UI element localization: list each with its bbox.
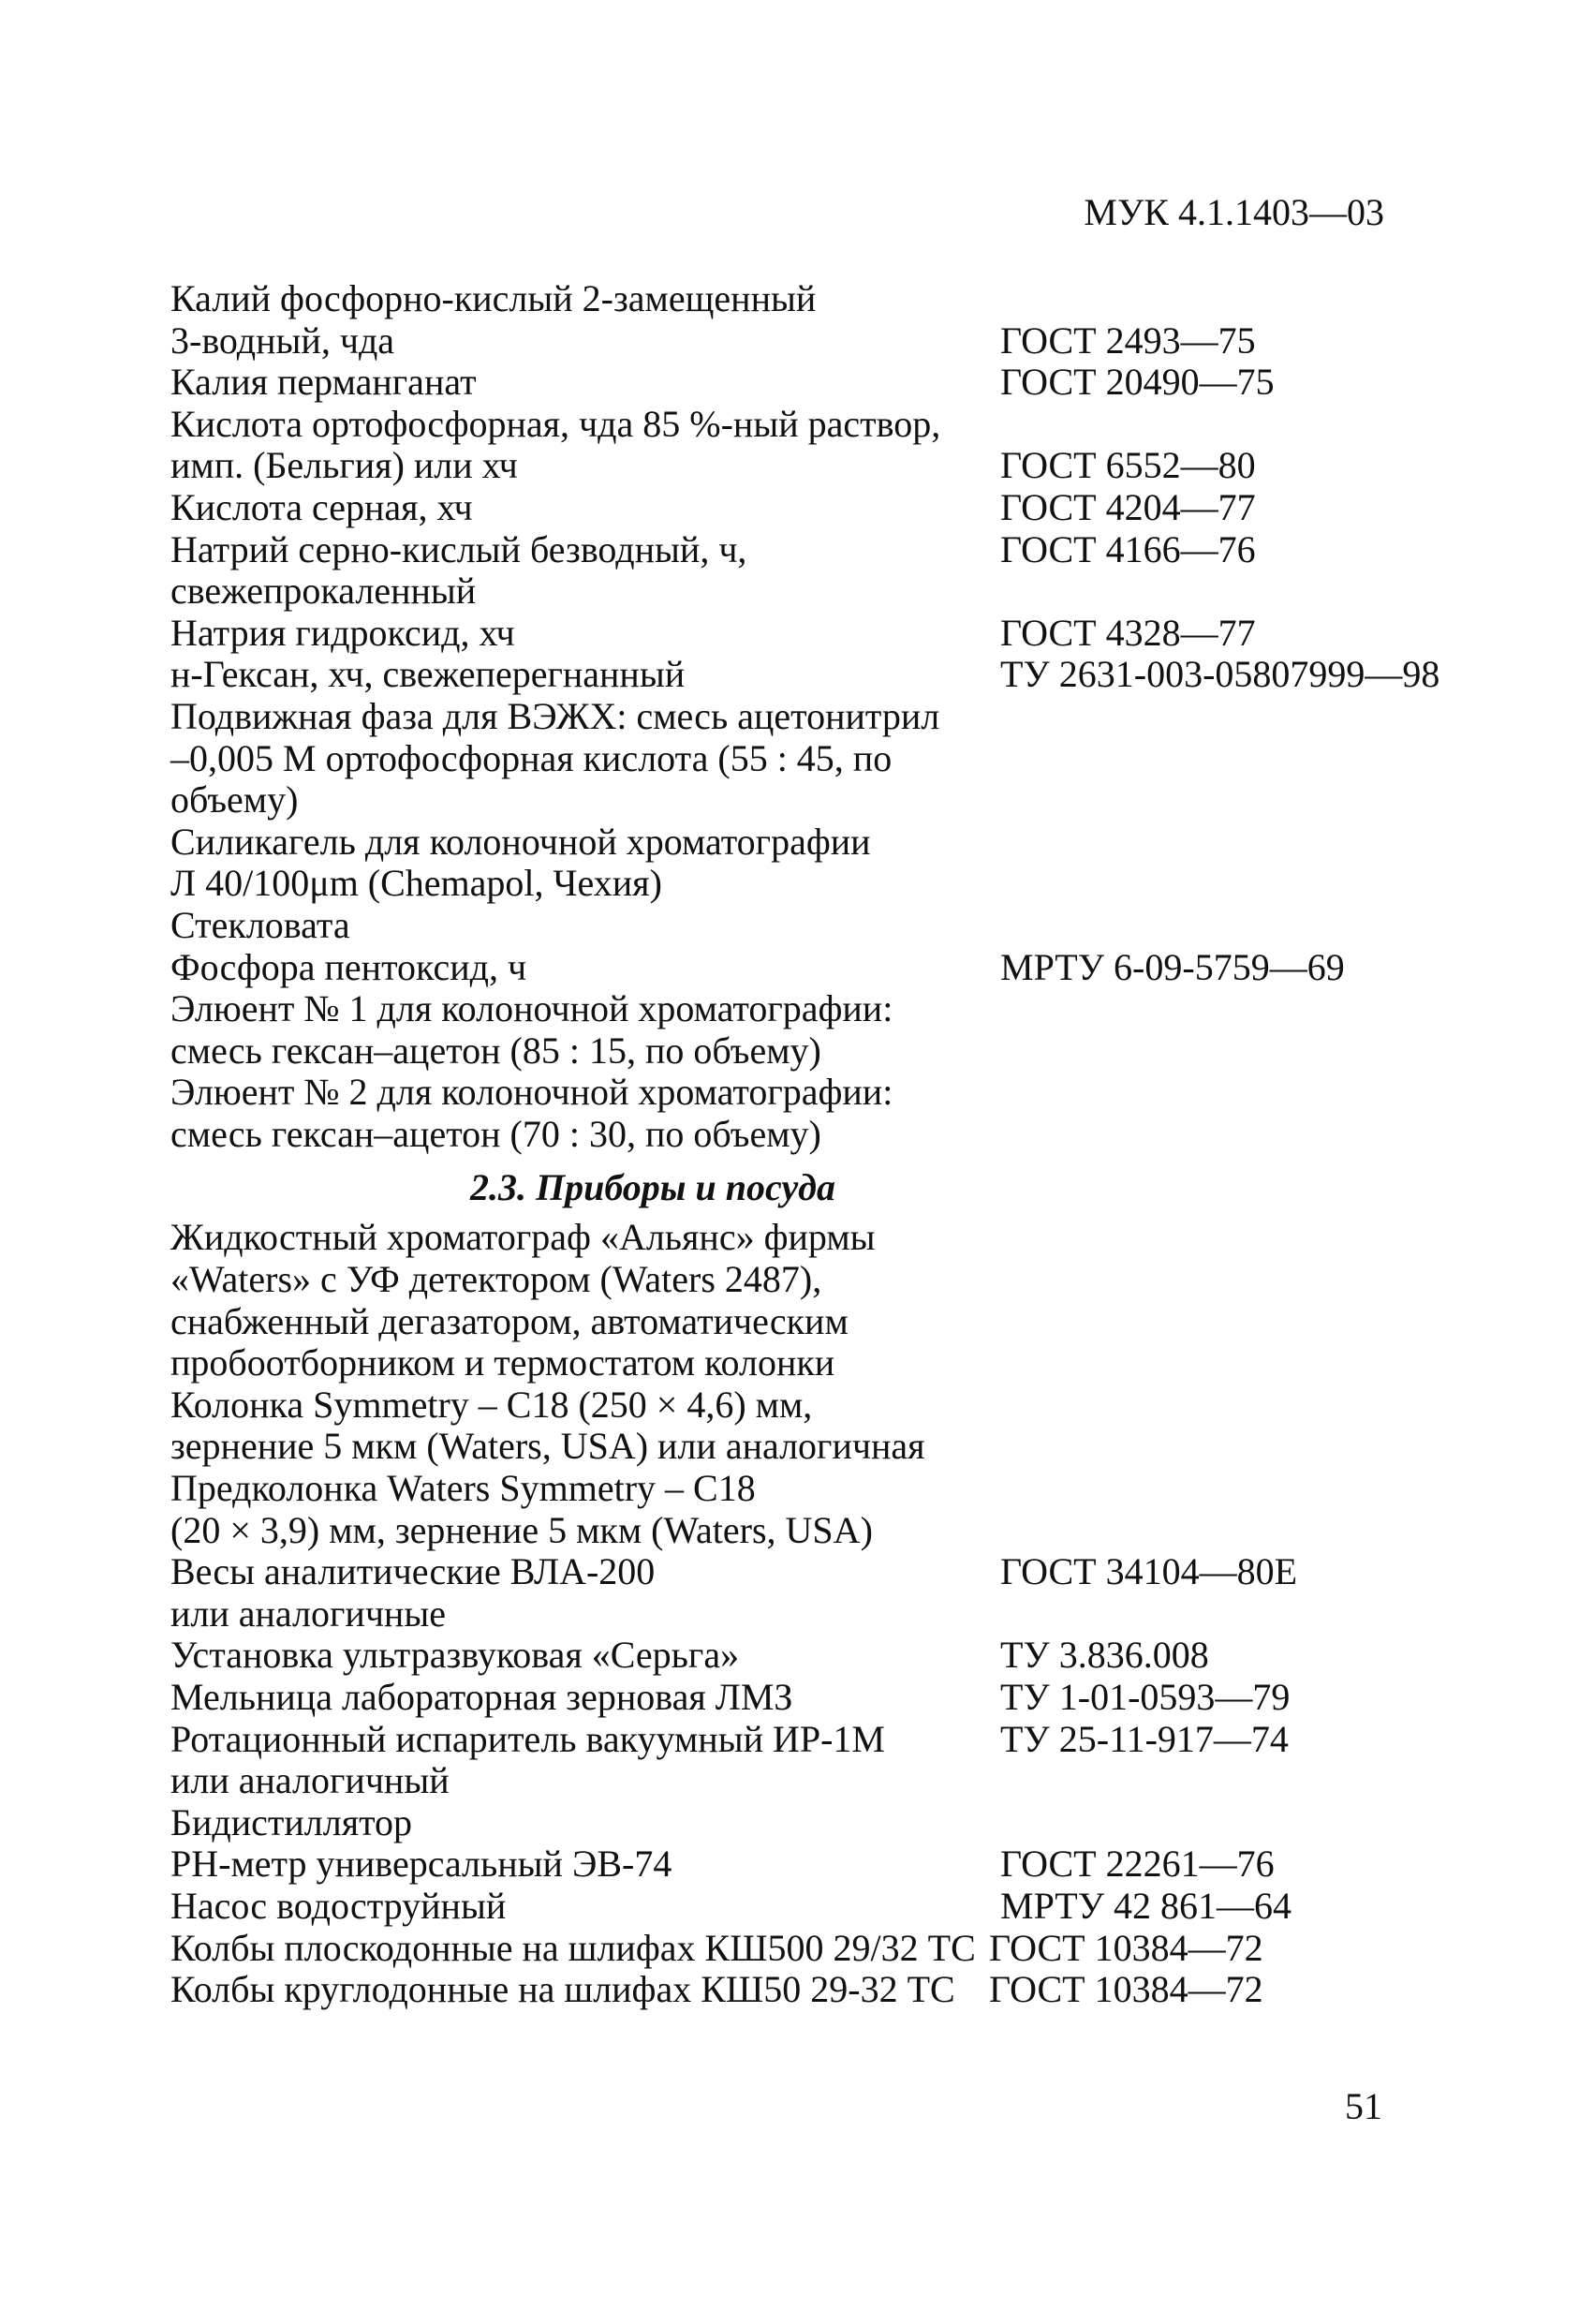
reagent-name: Элюент № 2 для колоночной хроматографии: смесь гексан–ацетон (70 : 30, по объему) bbox=[170, 1071, 893, 1155]
reagent-row bbox=[170, 529, 1463, 613]
reagent-row bbox=[170, 404, 1463, 487]
reagent-name: Калия перманганат bbox=[170, 361, 477, 404]
reagent-row bbox=[170, 988, 1463, 1072]
materials-list bbox=[170, 278, 1463, 2011]
reagent-name: Стекловата bbox=[170, 903, 350, 946]
reagent-row bbox=[170, 654, 1463, 696]
reagent-standard: ГОСТ 6552—80 bbox=[1000, 444, 1256, 487]
reagent-name: Кислота серная, хч bbox=[170, 485, 473, 528]
document-code: МУК 4.1.1403—03 bbox=[1084, 191, 1384, 233]
reagent-name: Фосфора пентоксид, ч bbox=[170, 945, 527, 988]
reagent-name: Натрия гидроксид, хч bbox=[170, 611, 515, 654]
equipment-standard: ГОСТ 10384—72 bbox=[989, 1926, 1263, 1969]
equipment-name: Мельница лабораторная зерновая ЛМЗ bbox=[170, 1676, 793, 1718]
equipment-name: Ротационный испаритель вакуумный ИР-1М bbox=[170, 1717, 885, 1760]
equipment-row bbox=[170, 1677, 1463, 1719]
equipment-row bbox=[170, 1217, 1463, 1384]
section-title: 2.3. Приборы и посуда bbox=[470, 1166, 835, 1209]
reagent-name: н-Гексан, хч, свежеперегнанный bbox=[170, 653, 686, 696]
reagent-row bbox=[170, 487, 1463, 529]
equipment-row bbox=[170, 1928, 1463, 1970]
equipment-standard: ТУ 1-01-0593—79 bbox=[1000, 1676, 1291, 1718]
equipment-standard: ГОСТ 10384—72 bbox=[989, 1968, 1263, 2011]
equipment-name: Весы аналитические ВЛА-200 bbox=[170, 1550, 656, 1593]
reagent-standard: ГОСТ 4204—77 bbox=[1000, 485, 1256, 528]
equipment-row bbox=[170, 1760, 1463, 1802]
reagent-row bbox=[170, 905, 1463, 947]
reagent-row bbox=[170, 947, 1463, 989]
equipment-standard: ГОСТ 22261—76 bbox=[1000, 1843, 1275, 1886]
reagent-standard: ГОСТ 20490—75 bbox=[1000, 361, 1275, 404]
reagent-row bbox=[170, 1072, 1463, 1155]
equipment-name: Предколонка Waters Symmetry – C18 (20 × 3,9) мм, зернение 5 мкм (Waters, USA) bbox=[170, 1467, 873, 1551]
reagent-name: Калий фосфорно-кислый 2-замещенный 3-водный, чда bbox=[170, 277, 817, 362]
equipment-standard: ТУ 3.836.008 bbox=[1000, 1634, 1209, 1677]
reagent-name: Подвижная фаза для ВЭЖХ: смесь ацетонитрил –0,005 М ортофосфорная кислота (55 : 45, по объему) bbox=[170, 694, 940, 822]
equipment-row bbox=[170, 1593, 1463, 1636]
equipment-row bbox=[170, 1802, 1463, 1844]
equipment-name: или аналогичные bbox=[170, 1591, 446, 1635]
equipment-row bbox=[170, 1551, 1463, 1593]
equipment-row bbox=[170, 1886, 1463, 1928]
equipment-name: Колонка Symmetry – C18 (250 × 4,6) мм, зернение 5 мкм (Waters, USA) или аналогичная bbox=[170, 1383, 925, 1468]
reagent-row bbox=[170, 362, 1463, 404]
reagent-name: Силикагель для колоночной хроматографии Л 40/100μm (Chemapol, Чехия) bbox=[170, 820, 871, 905]
reagent-standard: ГОСТ 2493—75 bbox=[1000, 318, 1256, 362]
equipment-name: или аналогичный bbox=[170, 1759, 450, 1802]
page-number: 51 bbox=[1345, 2085, 1382, 2127]
equipment-row bbox=[170, 1843, 1463, 1886]
reagent-name: Элюент № 1 для колоночной хроматографии: смесь гексан–ацетон (85 : 15, по объему) bbox=[170, 987, 893, 1072]
equipment-name: Колбы плоскодонные на шлифах КШ500 29/32 ТС bbox=[170, 1926, 976, 1969]
reagent-name: Натрий серно-кислый безводный, ч, свежепрокаленный bbox=[170, 527, 747, 613]
equipment-row bbox=[170, 1719, 1463, 1761]
equipment-row bbox=[170, 1635, 1463, 1677]
reagent-row bbox=[170, 613, 1463, 655]
reagent-standard: МРТУ 6-09-5759—69 bbox=[1000, 945, 1345, 988]
equipment-standard: МРТУ 42 861—64 bbox=[1000, 1884, 1292, 1927]
equipment-name: Насос водоструйный bbox=[170, 1884, 507, 1927]
reagent-standard: ГОСТ 4328—77 bbox=[1000, 611, 1256, 654]
equipment-row bbox=[170, 1969, 1463, 2011]
equipment-name: Бидистиллятор bbox=[170, 1800, 413, 1843]
reagent-row bbox=[170, 278, 1463, 362]
equipment-row bbox=[170, 1384, 1463, 1468]
equipment-row bbox=[170, 1468, 1463, 1551]
reagent-standard: ТУ 2631-003-05807999—98 bbox=[1000, 653, 1440, 696]
equipment-name: Жидкостный хроматограф «Альянс» фирмы «Waters» с УФ детектором (Waters 2487), снабженный дегазатором, автоматическим пробоотборником и термостатом колонки bbox=[170, 1216, 876, 1384]
reagent-row bbox=[170, 696, 1463, 822]
equipment-name: PH-метр универсальный ЭВ-74 bbox=[170, 1843, 672, 1886]
equipment-name: Установка ультразвуковая «Серьга» bbox=[170, 1634, 740, 1677]
reagent-row bbox=[170, 822, 1463, 905]
equipment-standard: ГОСТ 34104—80Е bbox=[1000, 1550, 1298, 1593]
reagent-standard: ГОСТ 4166—76 bbox=[1000, 527, 1256, 570]
equipment-name: Колбы круглодонные на шлифах КШ50 29-32 ТС bbox=[170, 1968, 955, 2011]
equipment-standard: ТУ 25-11-917—74 bbox=[1000, 1717, 1289, 1760]
reagent-name: Кислота ортофосфорная, чда 85 %-ный раствор, имп. (Бельгия) или хч bbox=[170, 402, 941, 487]
